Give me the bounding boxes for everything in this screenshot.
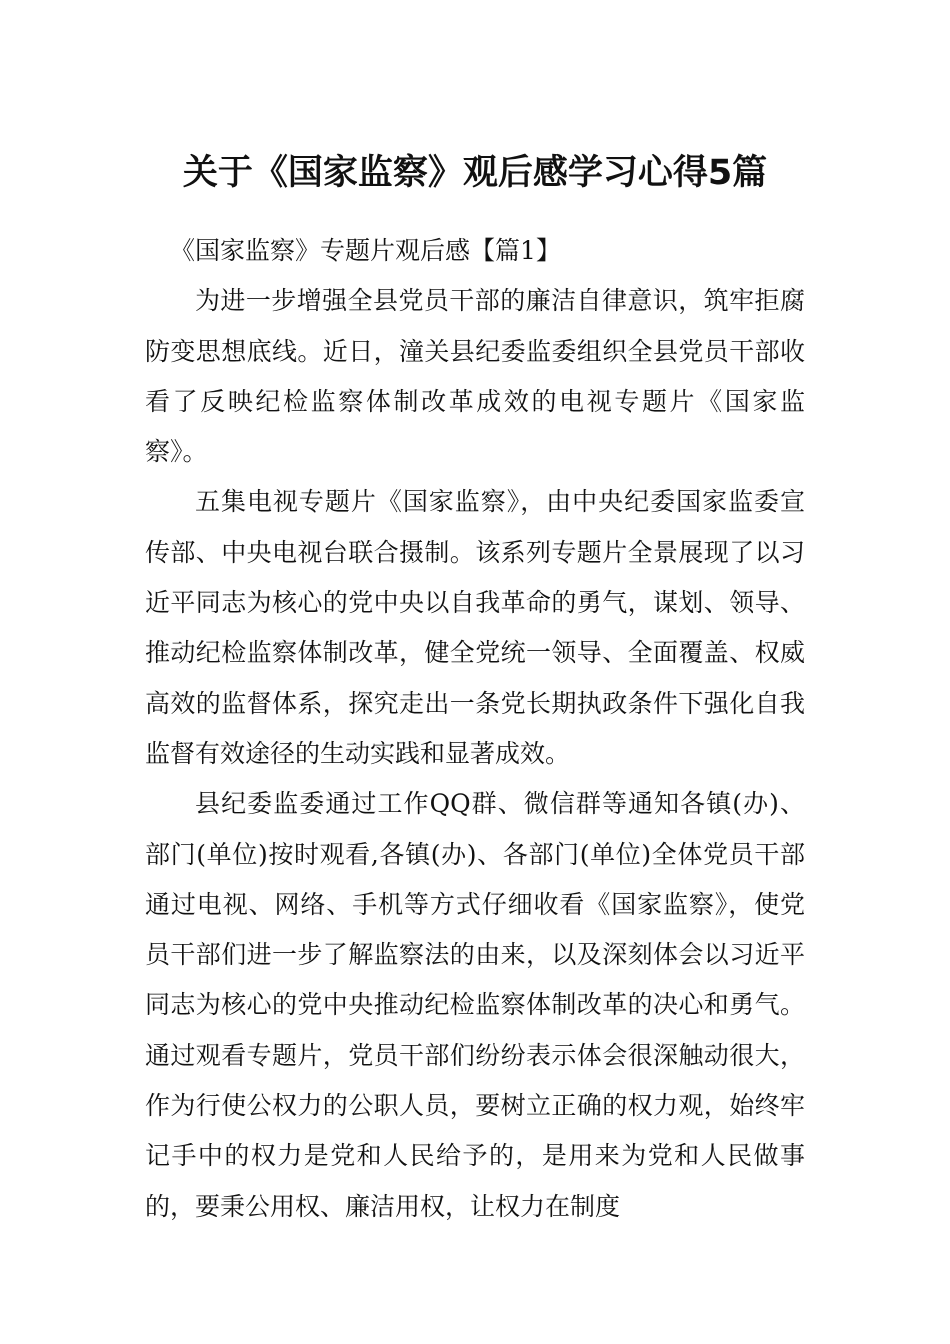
section-subtitle: 《国家监察》专题片观后感【篇1】 [170,236,561,265]
paragraph: 为进一步增强全县党员干部的廉洁自律意识，筑牢拒腐防变思想底线。近日，潼关县纪委监委组织全县党员干部收看了反映纪检监察体制改革成效的电视专题片《国家监察》。 [145,286,805,467]
document-body [145,226,805,1232]
document-title: 关于《国家监察》观后感学习心得5篇 [182,153,768,194]
paragraph: 五集电视专题片《国家监察》，由中央纪委国家监委宣传部、中央电视台联合摄制。该系列专题片全景展现了以习近平同志为核心的党中央以自我革命的勇气，谋划、领导、推动纪检监察体制改革，健全党统一领导、全面覆盖、权威高效的监督体系，探究走出一条党长期执政条件下强化自我监督有效途径的生动实践和显著成效。 [145,487,805,768]
paragraph: 县纪委监委通过工作QQ群、微信群等通知各镇(办)、部门(单位)按时观看,各镇(办)、各部门(单位)全体党员干部通过电视、网络、手机等方式仔细收看《国家监察》，使党员干部们进一步了解监察法的由来，以及深刻体会以习近平同志为核心的党中央推动纪检监察体制改革的决心和勇气。通过观看专题片，党员干部们纷纷表示体会很深触动很大，作为行使公权力的公职人员，要树立正确的权力观，始终牢记手中的权力是党和人民给予的，是用来为党和人民做事的，要秉公用权、廉洁用权，让权力在制度 [145,789,805,1221]
